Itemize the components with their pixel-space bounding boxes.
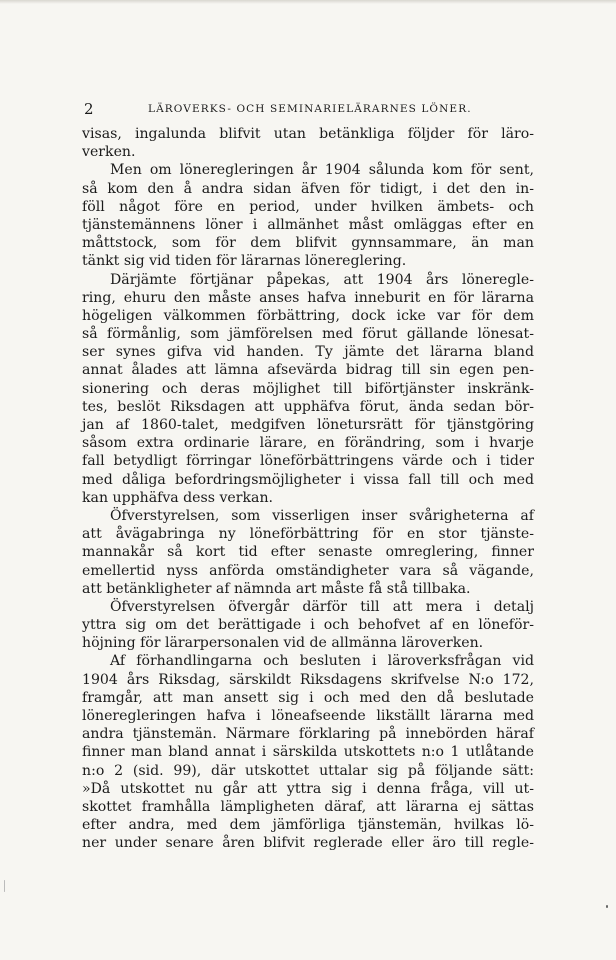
text-line: såsom extra ordinarie lärare, en förändring, som i hvarje (82, 435, 534, 452)
text-line: 1904 års Riksdag, särskildt Riksdagens skrifvelse N:o 172, (82, 671, 534, 688)
scan-edge-shadow (0, 0, 616, 4)
text-line: ring, ehuru den måste anses hafva inneburit en för lärarna (82, 289, 534, 306)
text-line: Öfverstyrelsen öfvergår därför till att mera i detalj (110, 598, 534, 615)
text-line: jan af 1860-talet, medgifven lönetursrätt för tjänstgöring (82, 417, 534, 433)
text-line: Men om löneregleringen år 1904 sålunda kom för sent, (110, 162, 534, 179)
text-line: tes, beslöt Riksdagen att upphäfva förut, ända sedan bör- (82, 398, 534, 415)
text-line: högeligen välkommen förbättring, dock icke var för dem (82, 307, 534, 324)
text-line: annat ålades att lämna afsevärda bidrag till sin egen pen- (82, 362, 534, 379)
text-line: mannakår så kort tid efter senaste omreglering, finner (82, 544, 534, 561)
text-line: höjning för lärarpersonalen vid de allmänna läroverken. (82, 635, 484, 652)
text-line: så kom den å andra sidan äfven för tidigt, i det den in- (82, 180, 534, 197)
text-line: framgår, att man ansett sig i och med den då beslutade (82, 689, 534, 706)
text-line: »Då utskottet nu går att yttra sig i denna fråga, vill ut- (82, 780, 534, 797)
text-line: att betänkligheter af nämnda art måste få stå tillbaka. (82, 580, 471, 597)
text-line: ser synes gifva vid handen. Ty jämte det lärarna bland (82, 344, 534, 361)
page-header (84, 100, 534, 118)
scan-speck (606, 905, 608, 908)
text-line: andra tjänstemän. Närmare förklaring på innebörden häraf (82, 726, 534, 743)
text-line: yttra sig om det berättigade i och behofvet af en löneför- (82, 617, 534, 634)
text-line: n:o 2 (sid. 99), där utskottet uttalar sig på följande sätt: (82, 762, 534, 779)
text-line: fall betydligt förringar löneförbättringens värde och i tider (82, 453, 534, 470)
text-line: Af förhandlingarna och besluten i läroverksfrågan vid (110, 653, 534, 670)
text-line: ner under senare åren blifvit reglerade eller äro till regle- (82, 835, 534, 852)
text-line: måttstock, som för dem blifvit gynnsammare, än man (82, 235, 534, 252)
text-line: emellertid nyss anförda omständigheter vara så vägande, (82, 562, 534, 579)
text-line: löneregleringen hafva i löneafseende likställt lärarna med (82, 708, 534, 724)
text-line: att åvägabringa ny löneförbättring för en stor tjänste- (82, 526, 534, 543)
text-line: sionering och deras möjlighet till biförtjänster inskränk- (82, 380, 534, 397)
text-line: Därjämte förtjänar påpekas, att 1904 års lönereglе- (110, 271, 534, 288)
text-line: verken. (82, 144, 136, 161)
page-number: 2 (84, 100, 94, 118)
text-line: tjänstemännens löner i allmänhet måst omläggas efter en (82, 216, 534, 233)
text-line: finner man bland annat i särskilda utskottets n:o 1 utlåtande (82, 744, 534, 761)
scan-speck (4, 880, 5, 892)
running-head: LÄROVERKS- OCH SEMINARIELÄRARNES LÖNER. (148, 103, 472, 115)
text-line: efter andra, med dem jämförliga tjänstemän, hvilkas lö- (82, 817, 534, 834)
text-line: visas, ingalunda blifvit utan betänkliga följder för läro- (82, 126, 534, 142)
text-line: Öfverstyrelsen, som visserligen inser svårigheterna af (110, 507, 534, 524)
text-line: med dåliga befordringsmöjligheter i vissa fall till och med (82, 471, 534, 488)
text-line: tänkt sig vid tiden för lärarnas lönereglering. (82, 253, 407, 270)
body-text (82, 125, 534, 853)
text-line: så förmånlig, som jämförelsen med förut gällande lönesat- (82, 326, 534, 343)
text-line: föll något före en period, under hvilken ämbets- och (82, 198, 534, 215)
text-line: skottet framhålla lämpligheten däraf, att lärarna ej sättas (82, 798, 534, 815)
text-line: kan upphäfva dess verkan. (82, 489, 274, 506)
